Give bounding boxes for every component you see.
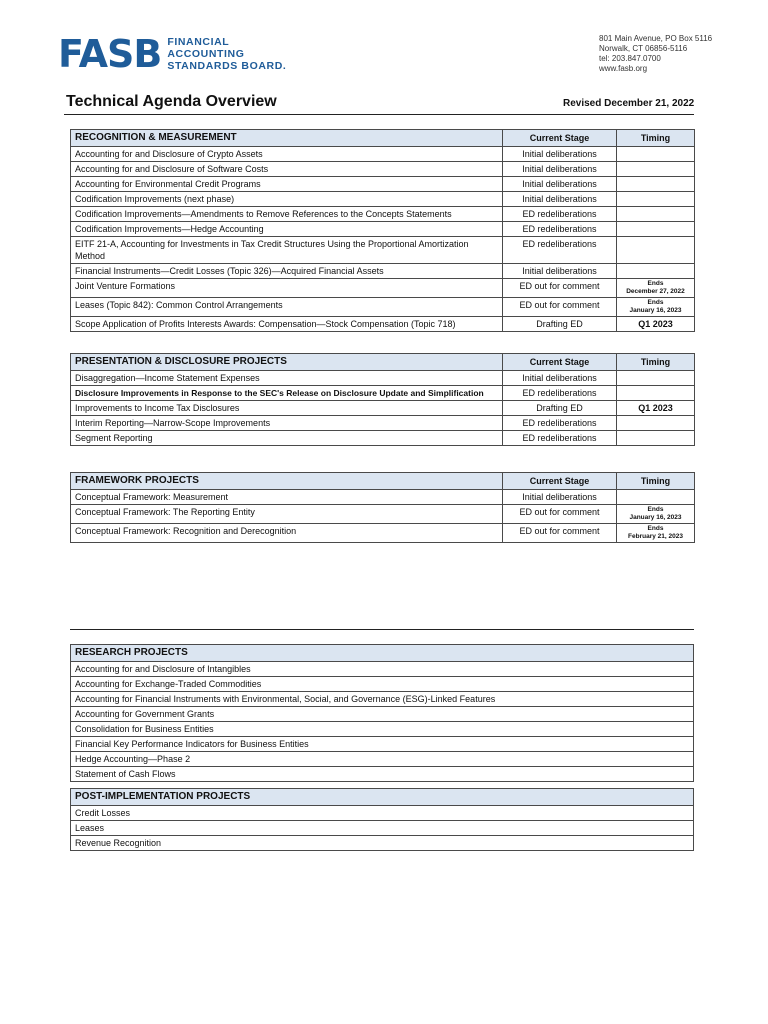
table-row	[71, 222, 695, 237]
table-row	[71, 722, 694, 737]
presentation-disclosure-table	[70, 353, 695, 446]
table-row	[71, 298, 695, 317]
table-row	[71, 767, 694, 782]
address-block	[599, 34, 712, 74]
project-stage: ED out for comment	[503, 279, 617, 298]
table-header-row	[71, 130, 695, 147]
timing-header: Timing	[617, 473, 695, 490]
project-stage: ED out for comment	[503, 298, 617, 317]
section-heading: POST-IMPLEMENTATION PROJECTS	[71, 789, 694, 806]
project-stage: ED redeliberations	[503, 207, 617, 222]
post-implementation-table	[70, 788, 694, 851]
section-heading: RESEARCH PROJECTS	[71, 645, 694, 662]
project-name: EITF 21-A, Accounting for Investments in Tax Credit Structures Using the Proportional Amortization Method	[71, 237, 503, 264]
table-row	[71, 264, 695, 279]
comment-period-end	[621, 506, 690, 522]
project-name: Financial Key Performance Indicators for Business Entities	[71, 737, 694, 752]
project-stage: ED redeliberations	[503, 237, 617, 264]
table-row	[71, 431, 695, 446]
project-timing	[617, 298, 695, 317]
project-timing	[617, 371, 695, 386]
project-timing: Q1 2023	[617, 401, 695, 416]
project-stage: Drafting ED	[503, 401, 617, 416]
table-row	[71, 162, 695, 177]
ends-date: February 21, 2023	[628, 533, 683, 540]
project-timing	[617, 490, 695, 505]
table-row	[71, 147, 695, 162]
table-row	[71, 317, 695, 332]
table-row	[71, 707, 694, 722]
comment-period-end	[621, 525, 690, 541]
project-timing	[617, 505, 695, 524]
project-name: Segment Reporting	[71, 431, 503, 446]
current-stage-header: Current Stage	[503, 473, 617, 490]
table-row	[71, 237, 695, 264]
table-row	[71, 836, 694, 851]
fasb-logo	[58, 32, 287, 76]
project-name: Accounting for and Disclosure of Crypto Assets	[71, 147, 503, 162]
ends-date: December 27, 2022	[626, 288, 685, 295]
project-name: Conceptual Framework: Recognition and Derecognition	[71, 524, 503, 543]
ends-label: Ends	[647, 506, 664, 513]
ends-label: Ends	[647, 299, 664, 306]
table-row	[71, 386, 695, 401]
logo-wordmark	[167, 36, 286, 72]
project-name: Accounting for Government Grants	[71, 707, 694, 722]
project-timing	[617, 162, 695, 177]
project-name: Financial Instruments—Credit Losses (Topic 326)—Acquired Financial Assets	[71, 264, 503, 279]
project-name: Revenue Recognition	[71, 836, 694, 851]
project-name: Accounting for and Disclosure of Software Costs	[71, 162, 503, 177]
project-name: Leases	[71, 821, 694, 836]
project-timing	[617, 192, 695, 207]
section-heading: RECOGNITION & MEASUREMENT	[71, 130, 503, 147]
project-name: Statement of Cash Flows	[71, 767, 694, 782]
project-timing	[617, 237, 695, 264]
project-name: Codification Improvements (next phase)	[71, 192, 503, 207]
logo-line: FINANCIAL	[167, 36, 230, 48]
project-stage: Initial deliberations	[503, 490, 617, 505]
ends-date: January 16, 2023	[629, 514, 682, 521]
project-name: Conceptual Framework: The Reporting Entity	[71, 505, 503, 524]
project-name: Disaggregation—Income Statement Expenses	[71, 371, 503, 386]
project-stage: ED redeliberations	[503, 386, 617, 401]
table-header-row	[71, 354, 695, 371]
revised-date: Revised December 21, 2022	[563, 98, 695, 109]
project-timing	[617, 416, 695, 431]
project-stage: Initial deliberations	[503, 192, 617, 207]
table-row	[71, 806, 694, 821]
project-name: Consolidation for Business Entities	[71, 722, 694, 737]
framework-projects-table	[70, 472, 695, 543]
project-timing	[617, 264, 695, 279]
timing-header: Timing	[617, 354, 695, 371]
logo-mark: FASB	[58, 32, 162, 76]
table-row	[71, 416, 695, 431]
project-stage: Initial deliberations	[503, 371, 617, 386]
project-timing	[617, 431, 695, 446]
project-name: Improvements to Income Tax Disclosures	[71, 401, 503, 416]
project-stage: Initial deliberations	[503, 264, 617, 279]
project-timing	[617, 279, 695, 298]
table-row	[71, 177, 695, 192]
table-row	[71, 752, 694, 767]
table-row	[71, 821, 694, 836]
section-divider	[70, 629, 694, 630]
project-name: Interim Reporting—Narrow-Scope Improvements	[71, 416, 503, 431]
project-stage: Initial deliberations	[503, 147, 617, 162]
table-header-row	[71, 645, 694, 662]
project-name: Disclosure Improvements in Response to the SEC's Release on Disclosure Update and Simplification	[71, 386, 503, 401]
project-stage: Drafting ED	[503, 317, 617, 332]
table-row	[71, 662, 694, 677]
project-timing	[617, 207, 695, 222]
project-name: Accounting for Exchange-Traded Commodities	[71, 677, 694, 692]
table-row	[71, 692, 694, 707]
project-timing	[617, 222, 695, 237]
section-heading: FRAMEWORK PROJECTS	[71, 473, 503, 490]
table-row	[71, 207, 695, 222]
address-line: 801 Main Avenue, PO Box 5116	[599, 34, 713, 43]
project-name: Conceptual Framework: Measurement	[71, 490, 503, 505]
project-name: Accounting for Financial Instruments with Environmental, Social, and Governance (ESG)-Linked Features	[71, 692, 694, 707]
comment-period-end	[621, 280, 690, 296]
website-line[interactable]: www.fasb.org	[599, 64, 648, 73]
project-name: Credit Losses	[71, 806, 694, 821]
project-timing	[617, 147, 695, 162]
page-title: Technical Agenda Overview	[66, 93, 277, 110]
current-stage-header: Current Stage	[503, 354, 617, 371]
project-name: Hedge Accounting—Phase 2	[71, 752, 694, 767]
section-heading: PRESENTATION & DISCLOSURE PROJECTS	[71, 354, 503, 371]
ends-date: January 16, 2023	[629, 307, 682, 314]
table-row	[71, 737, 694, 752]
table-row	[71, 401, 695, 416]
ends-label: Ends	[647, 280, 664, 287]
address-line: Norwalk, CT 06856-5116	[599, 44, 688, 53]
project-name: Codification Improvements—Hedge Accounting	[71, 222, 503, 237]
project-name: Accounting for and Disclosure of Intangibles	[71, 662, 694, 677]
table-row	[71, 505, 695, 524]
table-header-row	[71, 473, 695, 490]
project-timing	[617, 177, 695, 192]
logo-line: ACCOUNTING	[167, 48, 245, 60]
project-stage: Initial deliberations	[503, 162, 617, 177]
title-divider	[64, 114, 694, 115]
project-stage: ED redeliberations	[503, 416, 617, 431]
table-row	[71, 524, 695, 543]
project-name: Scope Application of Profits Interests Awards: Compensation—Stock Compensation (Topic 718)	[71, 317, 503, 332]
project-name: Leases (Topic 842): Common Control Arrangements	[71, 298, 503, 317]
project-timing	[617, 524, 695, 543]
project-name: Joint Venture Formations	[71, 279, 503, 298]
table-row	[71, 279, 695, 298]
table-row	[71, 490, 695, 505]
project-stage: ED redeliberations	[503, 222, 617, 237]
project-stage: ED redeliberations	[503, 431, 617, 446]
project-timing	[617, 386, 695, 401]
ends-label: Ends	[647, 525, 664, 532]
comment-period-end	[621, 299, 690, 315]
project-stage: ED out for comment	[503, 505, 617, 524]
project-name: Codification Improvements—Amendments to Remove References to the Concepts Statements	[71, 207, 503, 222]
project-stage: Initial deliberations	[503, 177, 617, 192]
phone-line: tel: 203.847.0700	[599, 54, 661, 63]
project-name: Accounting for Environmental Credit Programs	[71, 177, 503, 192]
table-header-row	[71, 789, 694, 806]
timing-header: Timing	[617, 130, 695, 147]
project-stage: ED out for comment	[503, 524, 617, 543]
table-row	[71, 192, 695, 207]
recognition-measurement-table	[70, 129, 695, 332]
table-row	[71, 371, 695, 386]
current-stage-header: Current Stage	[503, 130, 617, 147]
logo-line: STANDARDS BOARD.	[167, 60, 287, 72]
project-timing: Q1 2023	[617, 317, 695, 332]
table-row	[71, 677, 694, 692]
research-projects-table	[70, 644, 694, 782]
